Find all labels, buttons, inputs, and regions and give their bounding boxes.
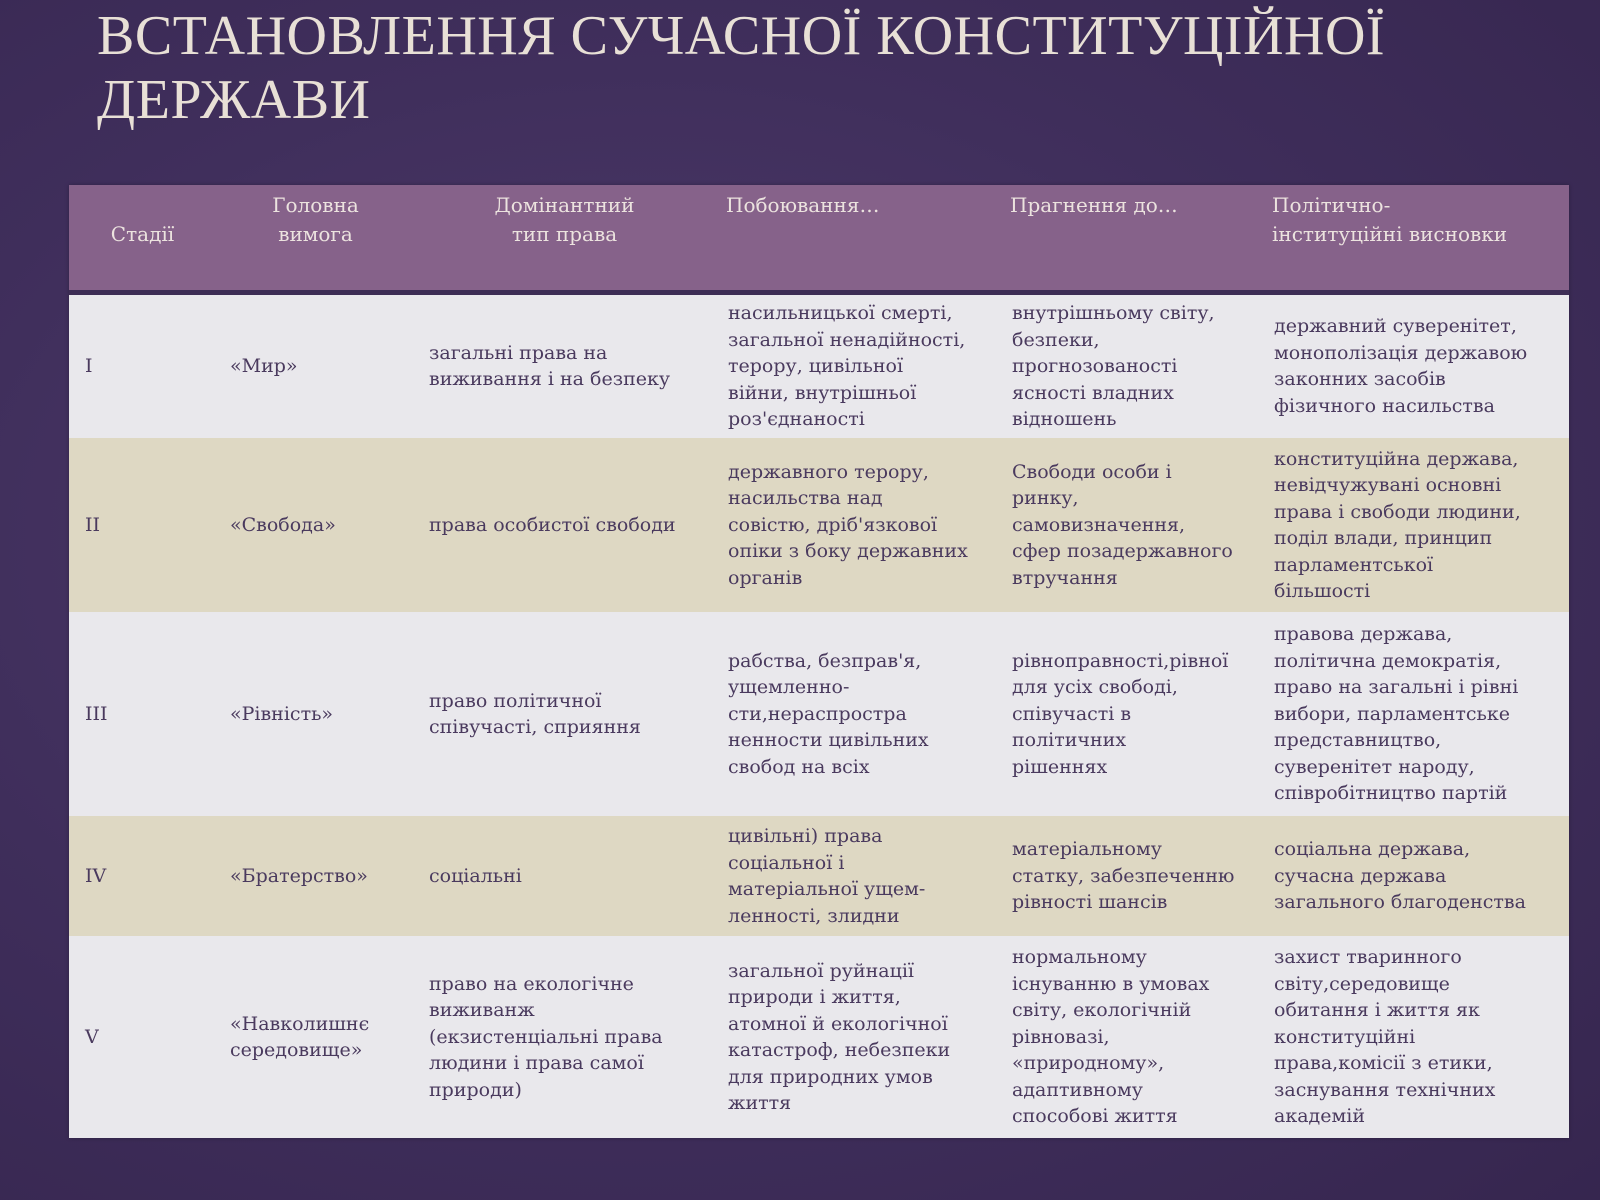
cell-aspirations: рівноправності,рівної для усіх свободі, співучасті в політичних рішеннях xyxy=(1012,649,1229,778)
slide-title-line-2: ДЕРЖАВИ xyxy=(97,69,371,131)
stages-table-container xyxy=(69,185,1569,1138)
cell-conclusions: правова держава, політична демократія, право на загальні і рівні вибори, парламентське представництво, суверенітет народу, співробітництво партій xyxy=(1274,623,1519,805)
cell-fears: загальної руйнації природи і життя, атомної й екологічної катастроф, небезпеки для природних умов життя xyxy=(728,959,951,1114)
header-aspirations: Прагнення до… xyxy=(1010,193,1178,217)
stages-table xyxy=(69,185,1569,1138)
cell-aspirations: внутрішньому світу, безпеки, прогнозованості ясності владних відношень xyxy=(1012,302,1215,430)
cell-fears: цивільні) права соціальної і матеріальної ущем- ленності, злидни xyxy=(728,825,926,927)
cell-demand: «Мир» xyxy=(230,355,298,377)
table-row xyxy=(69,816,1569,936)
cell-law-type: права особистої свободи xyxy=(429,513,676,536)
cell-conclusions: захист тваринного світу,середовище обитання і життя як конституційні права,комісії з етики, заснування технічних академій xyxy=(1274,946,1496,1128)
cell-conclusions: соціальна держава, сучасна держава загального благоденства xyxy=(1274,838,1526,914)
table-header xyxy=(69,185,1569,292)
slide-title-line-1: ВСТАНОВЛЕННЯ СУЧАСНОЇ КОНСТИТУЦІЙНОЇ xyxy=(97,5,1386,67)
header-conclusions: Політично- інституційні висновки xyxy=(1272,193,1508,246)
table-body xyxy=(69,292,1569,1138)
header-dominant-law-type: Домінантний тип права xyxy=(494,193,635,246)
table-row xyxy=(69,292,1569,438)
cell-law-type: право політичної співучасті, сприяння xyxy=(429,689,641,738)
cell-law-type: право на екологічне виживанж (екзистенціальні права людини і права самої природи) xyxy=(429,972,663,1101)
table-row xyxy=(69,438,1569,612)
cell-law-type: загальні права на виживання і на безпеку xyxy=(429,341,671,391)
cell-stage: IV xyxy=(85,864,107,887)
cell-conclusions: державний суверенітет, монополізація державою законних засобів фізичного насильства xyxy=(1274,315,1528,417)
header-row xyxy=(69,185,1569,292)
cell-stage: I xyxy=(85,355,93,377)
cell-stage: III xyxy=(85,702,108,725)
cell-demand: «Рівність» xyxy=(230,702,334,725)
cell-aspirations: нормальному існуванню в умовах світу, екологічній рівновазі, «природному», адаптивному способові життя xyxy=(1012,946,1210,1128)
header-main-demand: Головна вимога xyxy=(272,193,359,246)
cell-law-type: соціальні xyxy=(429,864,522,887)
cell-aspirations: матеріальному статку, забезпеченню рівності шансів xyxy=(1012,838,1235,914)
cell-fears: рабства, безправ'я, ущемленно- сти,нераспростра ненности цивільних свобод на всіх xyxy=(728,649,929,778)
header-stages: Стадії xyxy=(110,221,175,246)
header-fears: Побоювання… xyxy=(726,193,880,217)
cell-demand: «Братерство» xyxy=(230,864,368,887)
cell-conclusions: конституційна держава, невідчужувані основні права і свободи людини, поділ влади, принцип парламентської більшості xyxy=(1274,447,1521,602)
slide-title xyxy=(97,4,1517,132)
cell-fears: насильницької смерті, загальної ненадійності, терору, цивільної війни, внутрішньої роз'єднаності xyxy=(728,302,966,430)
table-row xyxy=(69,936,1569,1138)
table-row xyxy=(69,612,1569,816)
cell-stage: II xyxy=(85,513,101,536)
cell-demand: «Навколишнє середовище» xyxy=(230,1012,370,1061)
cell-aspirations: Свободи особи і ринку, самовизначення, сфер позадержавного втручання xyxy=(1012,460,1233,589)
cell-stage: V xyxy=(85,1025,99,1048)
cell-demand: «Свобода» xyxy=(230,513,336,536)
cell-fears: державного терору, насильства над совістю, дріб'язкової опіки з боку державних органів xyxy=(728,460,968,589)
